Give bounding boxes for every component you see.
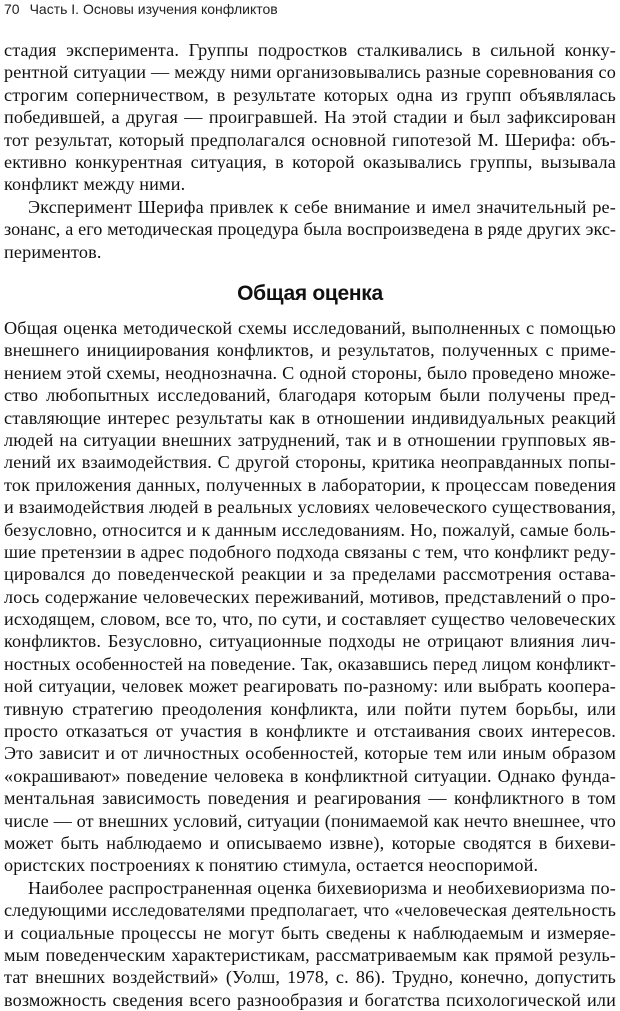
- text-line: победившей, а другая — проигравшей. На этой стадии и был зафиксирован: [4, 107, 616, 128]
- text-line: конфликтов. Безусловно, ситуационные подходы не отрицают влияния лич-: [4, 631, 616, 652]
- text-line: лось содержание человеческих переживаний, мотивов, представлений о про-: [4, 586, 616, 607]
- text-line: следующими исследователями предполагает, что «человеческая деятельность: [4, 900, 616, 921]
- text-line: рентной ситуации — между ними организовывались разные соревнования со: [4, 62, 616, 83]
- text-line: и взаимодействия людей в реальных условиях человеческого существования,: [4, 497, 616, 518]
- text-line: периментов.: [4, 241, 102, 262]
- text-line: «окрашивают» поведение человека в конфликтной ситуации. Однако фунда-: [4, 765, 616, 786]
- text-line: ностных особенностей на поведение. Так, оказавшись перед лицом конфликт-: [4, 653, 616, 674]
- paragraph: [4, 196, 616, 263]
- text-line: шие претензии в адрес подобного подхода связаны с тем, что конфликт реду-: [4, 541, 616, 562]
- text-line: просто отказаться от участия в конфликте и отстаивания своих интересов.: [4, 721, 616, 742]
- text-line: может быть наблюдаемо и описываемо извне), которые сводятся в бихеви-: [4, 832, 616, 853]
- text-line: конфликт между ними.: [4, 174, 186, 195]
- text-line: ток приложения данных, полученных в лаборатории, к процессам поведения: [4, 474, 616, 495]
- text-line: Общая оценка методической схемы исследований, выполненных с помощью: [4, 318, 616, 338]
- text-line: безусловно, относится и к данным исследованиям. Но, пожалуй, самые боль-: [4, 519, 616, 540]
- text-line: и социальные процессы не могут быть сведены к наблюдаемым и измеряе-: [4, 922, 616, 943]
- text-line: ментальная зависимость поведения и реагирования — конфликтного в том: [4, 788, 616, 809]
- text-line: ористских построениях к понятию стимула, остается неоспоримой.: [4, 855, 539, 876]
- text-line: строгим соперничеством, в результате которых одна из групп объявлялась: [4, 84, 616, 105]
- paragraph: [4, 317, 616, 877]
- text-line: мым поведенческим характеристикам, рассматриваемым как прямой резуль-: [4, 944, 616, 965]
- text-line: тот результат, который предполагался основной гипотезой М. Шерифа: объ-: [4, 129, 616, 150]
- text-line: Наиболее распространенная оценка бихевиоризма и необихевиоризма по-: [28, 877, 616, 898]
- paragraph: [4, 39, 616, 196]
- paragraph: [4, 877, 616, 1011]
- text-block-bottom: [4, 317, 616, 1011]
- text-line: исходящем, словом, все то, что, по сути, и составляет существо человеческих: [4, 609, 616, 630]
- text-line: лений их взаимодействия. С другой стороны, критика неоправданных попы-: [4, 452, 616, 473]
- text-line: Эксперимент Шерифа привлек к себе внимание и имел значительный ре-: [28, 196, 616, 217]
- text-line: числе — от внешних условий, ситуации (понимаемой как нечто внешнее, что: [4, 810, 616, 831]
- text-line: стадия эксперимента. Группы подростков сталкивались в сильной конку-: [4, 40, 616, 60]
- text-line: ной ситуации, человек может реагировать по-разному: или выбрать коопера-: [4, 676, 616, 697]
- text-line: тат внешних воздействий» (Уолш, 1978, с. 86). Трудно, конечно, допустить: [4, 967, 616, 988]
- running-header: [4, 1, 278, 17]
- text-line: тивную стратегию преодоления конфликта, или пойти путем борьбы, или: [4, 698, 616, 719]
- text-line: ство любопытных исследований, благодаря которым были получены пред-: [4, 385, 616, 406]
- text-line: ективно конкурентная ситуация, в которой оказывались группы, вызывала: [4, 151, 616, 172]
- text-line: людей на ситуации внешних затруднений, так и в отношении групповых яв-: [4, 429, 616, 450]
- section-heading: Общая оценка: [237, 282, 383, 305]
- page-number: 70: [4, 1, 20, 17]
- running-title: Часть I. Основы изучения конфликтов: [29, 1, 278, 17]
- text-line: внешнего инициирования конфликтов, и результатов, полученных с приме-: [4, 340, 616, 361]
- text-line: возможность сведения всего разнообразия и богатства психологической или: [4, 989, 616, 1010]
- text-line: Это зависит и от личностных особенностей, которые тем или иным образом: [4, 743, 616, 764]
- text-line: ставляющие интерес результаты как в отношении индивидуальных реакций: [4, 407, 616, 428]
- text-line: зонанс, а его методическая процедура была воспроизведена в ряде других экс-: [4, 219, 616, 240]
- text-block-top: [4, 39, 616, 263]
- text-line: нением этой схемы, неоднозначна. С одной стороны, было проведено множе-: [4, 362, 616, 383]
- text-line: цировался до поведенческой реакции и за пределами рассмотрения остава-: [4, 564, 616, 585]
